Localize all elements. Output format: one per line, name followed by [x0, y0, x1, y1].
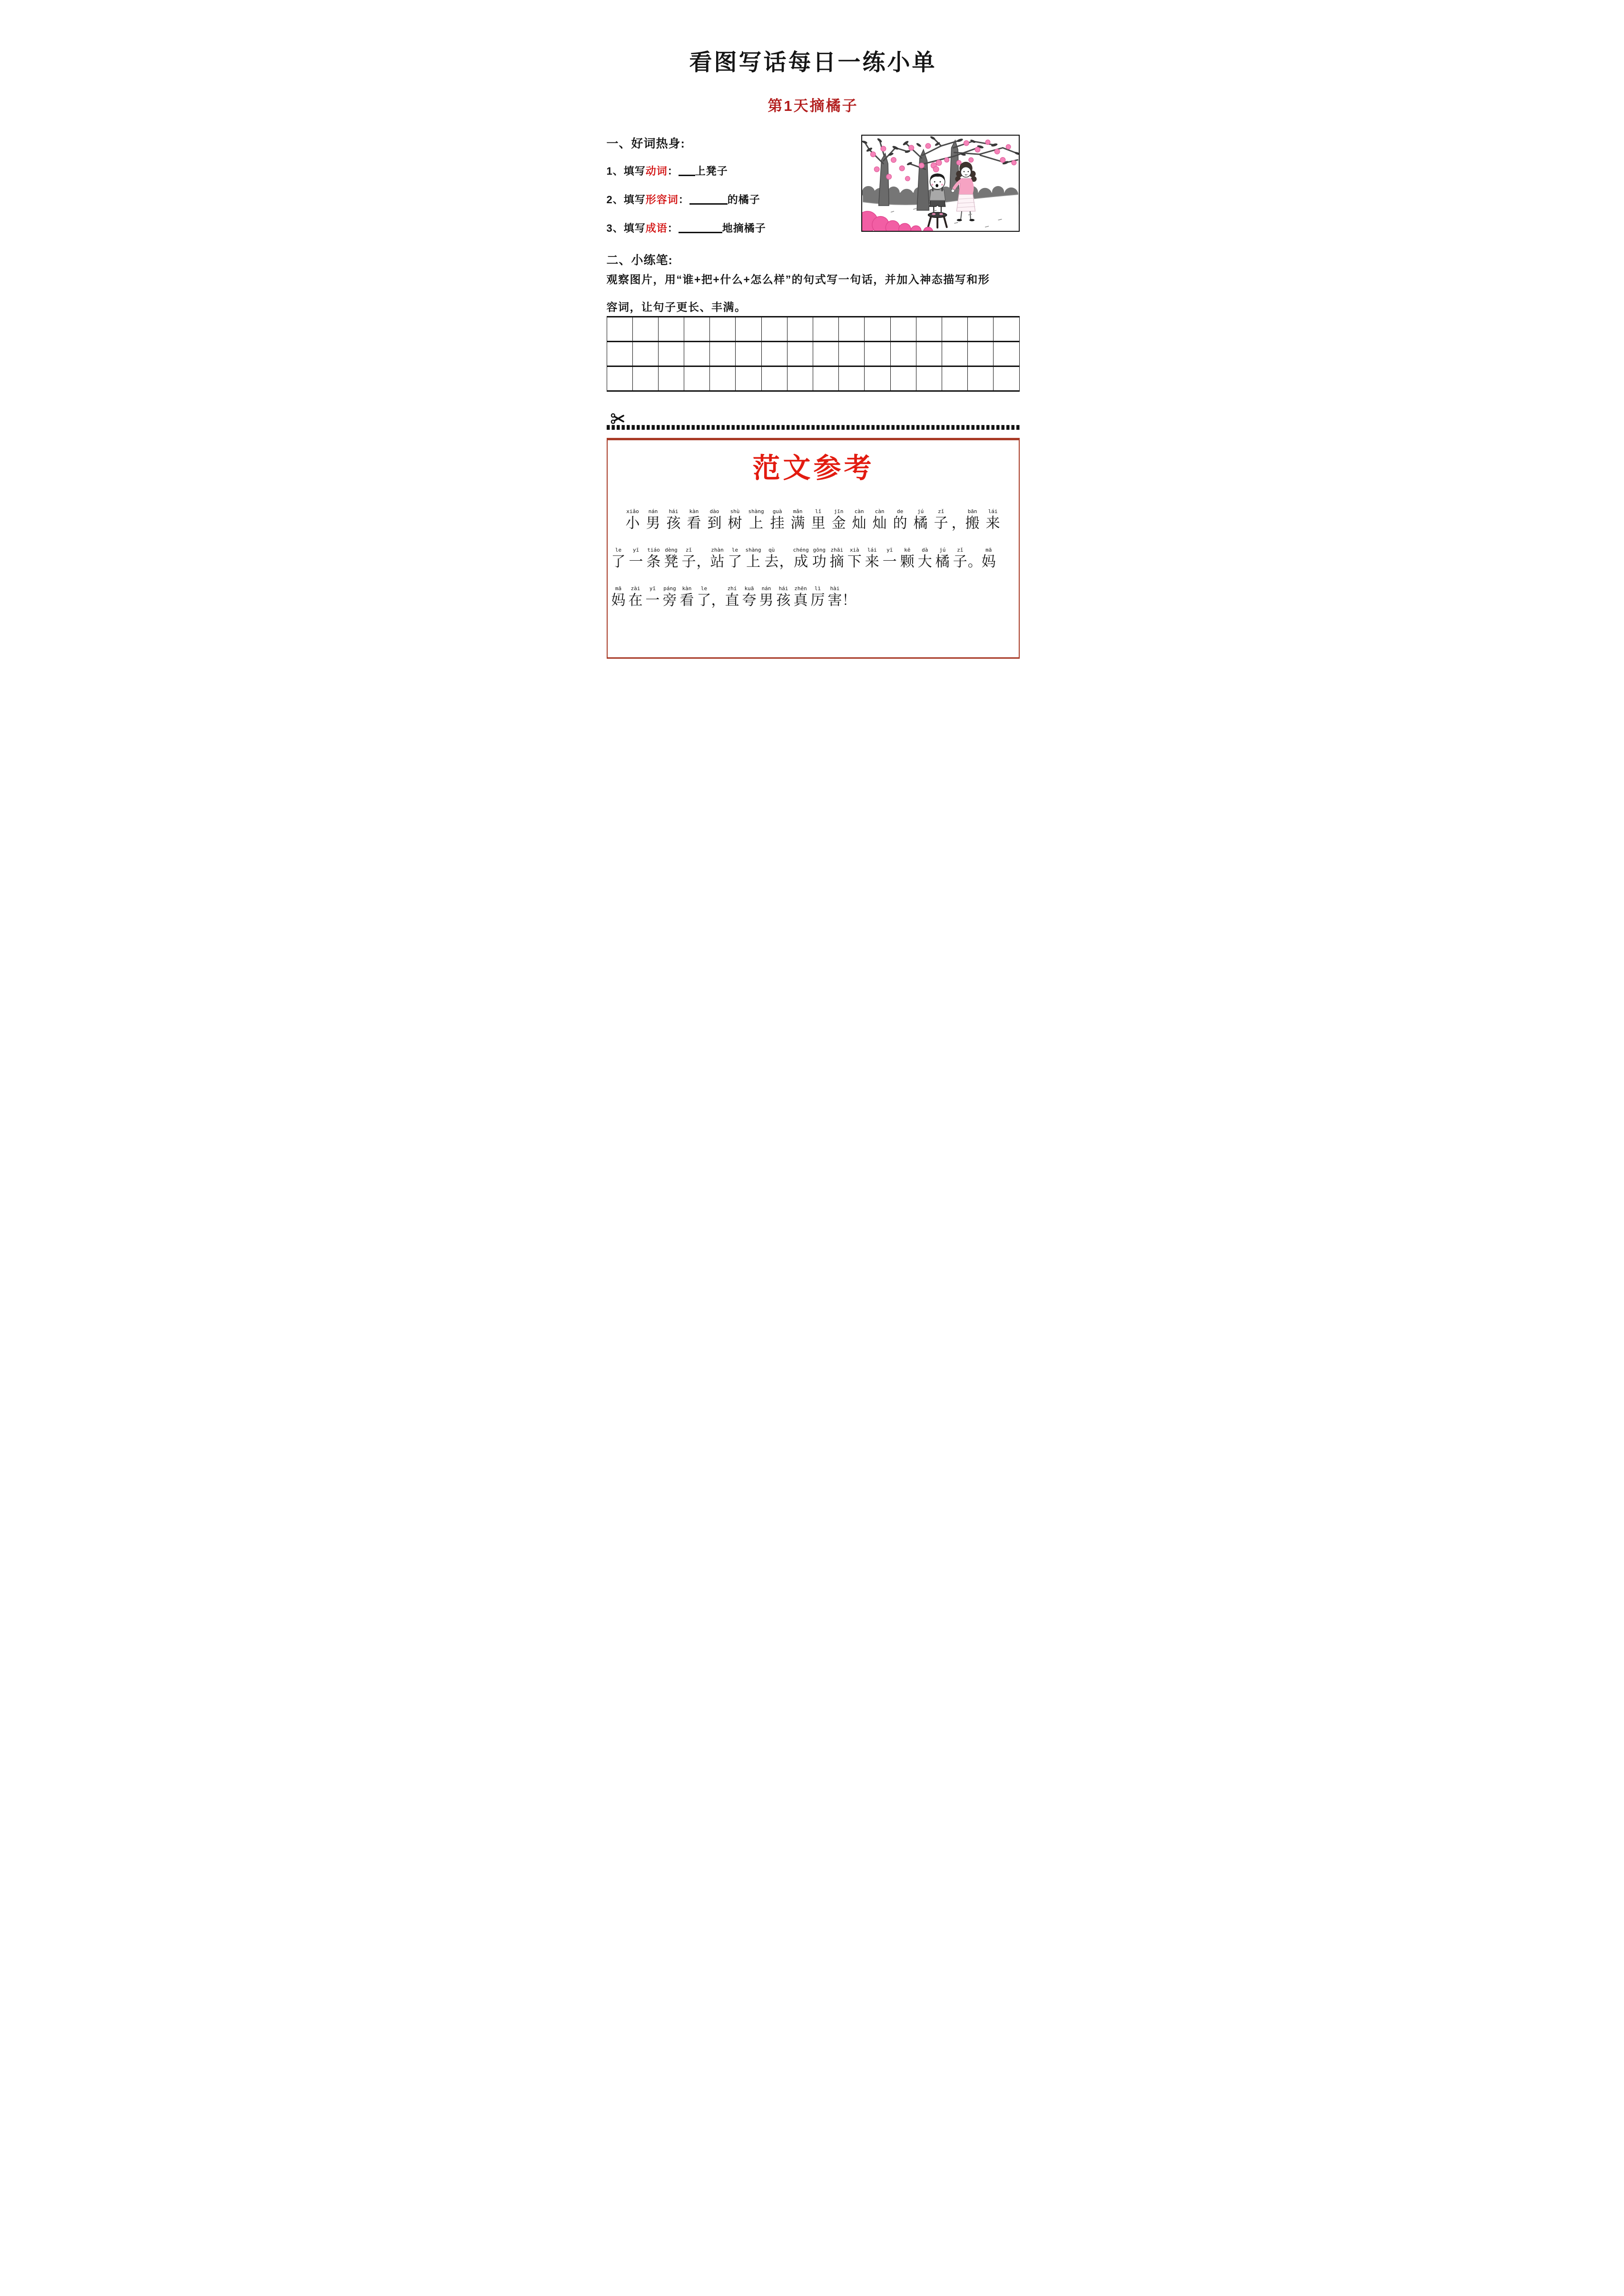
hanzi-character: 橘	[935, 554, 950, 570]
hanzi-character: 在	[628, 592, 643, 608]
pinyin-annotation: lì	[814, 585, 821, 592]
hanzi-character: 直	[725, 592, 739, 608]
hanzi-with-pinyin	[697, 585, 711, 610]
grid-cell	[942, 317, 968, 342]
item-suffix: 的橘子	[727, 194, 760, 206]
item-suffix: 地摘橘子	[722, 222, 766, 235]
grid-cell	[968, 367, 994, 392]
hanzi-character: 里	[811, 515, 826, 531]
pinyin-annotation: hái	[669, 508, 679, 515]
grid-cell	[736, 342, 761, 367]
pinyin-annotation: càn	[854, 508, 864, 515]
cut-row	[607, 410, 1020, 425]
hanzi-character: 男	[646, 515, 660, 531]
pinyin-annotation: guà	[772, 508, 782, 515]
hanzi-character: 橘	[913, 515, 928, 531]
hanzi-character: 到	[707, 515, 722, 531]
pinyin-annotation: dà	[922, 546, 928, 553]
hanzi-with-pinyin	[828, 585, 842, 610]
grid-cell	[839, 367, 865, 392]
warmup-item	[607, 193, 766, 207]
hanzi-character: 一	[882, 554, 897, 570]
hanzi-character: 。	[967, 554, 982, 570]
hanzi-character: ，	[951, 515, 966, 531]
pinyin-annotation: nán	[648, 508, 658, 515]
pinyin-annotation: hài	[830, 585, 840, 592]
pinyin-annotation: lái	[988, 508, 998, 515]
warmup-items	[607, 164, 766, 236]
punctuation	[711, 585, 726, 610]
hanzi-with-pinyin	[982, 547, 996, 571]
hanzi-with-pinyin	[777, 585, 791, 610]
hanzi-with-pinyin	[847, 547, 862, 571]
hanzi-with-pinyin	[611, 547, 626, 571]
grid-cell	[865, 342, 890, 367]
hanzi-character: 颗	[900, 554, 915, 570]
boy-figure	[928, 174, 946, 228]
hanzi-with-pinyin	[626, 508, 640, 533]
pinyin-annotation: zhāi	[830, 546, 843, 553]
hanzi-with-pinyin	[748, 508, 764, 533]
hanzi-character: 凳	[664, 554, 679, 570]
sample-title: 范文参考	[752, 453, 875, 484]
page-title: 看图写话每日一练小单	[689, 50, 937, 75]
fill-in-blank	[689, 195, 728, 205]
item-label: 填写	[623, 165, 646, 178]
warmup-left-column	[607, 137, 766, 250]
hanzi-with-pinyin	[765, 547, 779, 571]
hanzi-character: 摘	[829, 554, 844, 570]
item-keyword: 成语	[645, 222, 668, 235]
grid-cell	[736, 317, 761, 342]
hanzi-with-pinyin	[832, 508, 846, 533]
grid-cell	[607, 342, 633, 367]
grid-cell	[736, 367, 761, 392]
pinyin-annotation: páng	[663, 585, 676, 592]
grid-cell	[787, 317, 813, 342]
hanzi-character: 厉	[810, 592, 825, 608]
hanzi-character: 大	[917, 554, 932, 570]
pinyin-annotation: lǐ	[815, 508, 822, 515]
hanzi-character: 子	[934, 515, 948, 531]
grid-cell	[916, 342, 942, 367]
hanzi-with-pinyin	[811, 585, 825, 610]
punctuation	[842, 585, 856, 610]
hanzi-character: 灿	[872, 515, 887, 531]
pinyin-annotation: kē	[904, 546, 911, 553]
hanzi-with-pinyin	[629, 585, 643, 610]
hanzi-character: 孩	[666, 515, 681, 531]
grid-cell	[659, 367, 684, 392]
pinyin-annotation: xià	[849, 546, 859, 553]
hanzi-with-pinyin	[629, 547, 643, 571]
pinyin-annotation: mā	[985, 546, 992, 553]
hanzi-with-pinyin	[728, 508, 742, 533]
hanzi-with-pinyin	[914, 508, 928, 533]
hanzi-with-pinyin	[708, 508, 722, 533]
hanzi-with-pinyin	[646, 508, 660, 533]
item-keyword: 形容词	[645, 194, 679, 206]
item-colon: ：	[667, 222, 679, 235]
hanzi-with-pinyin	[759, 585, 774, 610]
hanzi-character: ，	[711, 592, 726, 608]
pinyin-annotation: qù	[768, 546, 775, 553]
item-label: 填写	[623, 194, 646, 206]
hanzi-with-pinyin	[770, 508, 785, 533]
punctuation	[967, 547, 982, 571]
hanzi-with-pinyin	[935, 547, 950, 571]
hanzi-with-pinyin	[812, 547, 827, 571]
hanzi-character: ，	[696, 554, 711, 570]
orange-picking-illustration	[862, 136, 1019, 231]
hanzi-character: 夸	[742, 592, 757, 608]
grid-cell	[865, 317, 890, 342]
pinyin-annotation: chéng	[793, 546, 809, 553]
hanzi-with-pinyin	[791, 508, 805, 533]
hanzi-character: 子	[681, 554, 696, 570]
grid-cell	[968, 317, 994, 342]
grid-cell	[607, 317, 633, 342]
hanzi-character: 灿	[852, 515, 866, 531]
pinyin-annotation: zhí	[727, 585, 737, 592]
pinyin-annotation: kàn	[689, 508, 699, 515]
grid-cell	[607, 367, 633, 392]
warmup-item	[607, 221, 766, 236]
grid-cell	[633, 367, 659, 392]
hanzi-character: 成	[794, 554, 808, 570]
hanzi-character: 小	[625, 515, 640, 531]
hanzi-character: 看	[687, 515, 701, 531]
pinyin-annotation: mā	[615, 585, 622, 592]
hanzi-character: 了	[728, 554, 742, 570]
item-colon: ：	[667, 165, 679, 178]
hanzi-character: 妈	[611, 592, 626, 608]
grid-cell	[813, 342, 839, 367]
hanzi-character: ！	[842, 592, 856, 608]
pinyin-annotation: le	[615, 546, 622, 553]
item-keyword: 动词	[645, 165, 668, 178]
grid-cell	[710, 317, 736, 342]
item-number: 1、	[606, 165, 624, 178]
pinyin-annotation: bān	[967, 508, 977, 515]
pinyin-annotation: yī	[886, 546, 893, 553]
section2-heading: 二、小练笔:	[606, 254, 673, 267]
hanzi-with-pinyin	[664, 547, 679, 571]
hanzi-with-pinyin	[663, 585, 677, 610]
hanzi-character: 旁	[662, 592, 677, 608]
hanzi-character: 一	[629, 554, 643, 570]
pinyin-annotation: zài	[630, 585, 640, 592]
grid-cell	[684, 317, 710, 342]
hanzi-with-pinyin	[883, 547, 897, 571]
hanzi-character: 真	[793, 592, 808, 608]
hanzi-with-pinyin	[918, 547, 932, 571]
hanzi-character: 挂	[770, 515, 785, 531]
pinyin-annotation: dèng	[665, 546, 678, 553]
hanzi-with-pinyin	[710, 547, 725, 571]
hanzi-character: 站	[710, 554, 725, 570]
hanzi-character: 上	[749, 515, 764, 531]
hanzi-with-pinyin	[900, 547, 915, 571]
grid-cell	[839, 342, 865, 367]
hanzi-character: 子	[953, 554, 967, 570]
hanzi-character: 孩	[776, 592, 791, 608]
hanzi-with-pinyin	[728, 547, 742, 571]
sample-essay-box	[607, 438, 1020, 659]
item-colon: ：	[678, 194, 689, 206]
hanzi-character: 一	[645, 592, 660, 608]
writing-grid	[607, 316, 1020, 392]
hanzi-character: 去	[764, 554, 779, 570]
punctuation	[779, 547, 794, 571]
grid-cell	[633, 342, 659, 367]
warmup-section	[607, 137, 1020, 250]
instruction-line: 观察图片，用“谁+把+什么+怎么样”的句式写一句话，并加入神态描写和形	[606, 273, 990, 286]
worksheet-page	[569, 0, 1056, 689]
grid-cell	[891, 342, 916, 367]
pinyin-annotation: jīn	[834, 508, 844, 515]
grid-cell	[942, 342, 968, 367]
scissors-icon	[610, 412, 625, 425]
grid-cell	[762, 367, 787, 392]
grid-cell	[787, 367, 813, 392]
pinyin-annotation: gōng	[813, 546, 826, 553]
hanzi-with-pinyin	[986, 508, 1000, 533]
hanzi-character: 树	[728, 515, 742, 531]
pinyin-annotation: jú	[917, 508, 924, 515]
hanzi-character: 满	[790, 515, 805, 531]
hanzi-character: 的	[893, 515, 907, 531]
item-number: 2、	[606, 194, 624, 206]
grid-cell	[684, 367, 710, 392]
hanzi-character: 了	[611, 554, 626, 570]
hanzi-with-pinyin	[646, 585, 660, 610]
hanzi-with-pinyin	[953, 547, 967, 571]
punctuation	[696, 547, 711, 571]
grid-cell	[710, 367, 736, 392]
item-suffix: 上凳子	[695, 165, 728, 178]
hanzi-character: 害	[827, 592, 842, 608]
illustration-frame	[861, 135, 1020, 232]
pinyin-annotation: hái	[778, 585, 788, 592]
pinyin-annotation: yī	[649, 585, 656, 592]
grid-cell	[762, 317, 787, 342]
sample-essay-text	[611, 508, 1016, 610]
hanzi-with-pinyin	[852, 508, 866, 533]
page-subtitle: 第1天摘橘子	[768, 98, 858, 115]
punctuation	[951, 508, 966, 533]
hanzi-character: 功	[812, 554, 827, 570]
grid-cell	[916, 367, 942, 392]
pinyin-annotation: nán	[761, 585, 771, 592]
grid-cell	[968, 342, 994, 367]
item-number: 3、	[606, 222, 624, 235]
pinyin-annotation: zǐ	[938, 508, 945, 515]
grid-cell	[865, 367, 890, 392]
grid-cell	[916, 317, 942, 342]
hanzi-character: 来	[865, 554, 879, 570]
hanzi-character: 妈	[981, 554, 996, 570]
hanzi-with-pinyin	[794, 585, 808, 610]
pinyin-annotation: kuā	[744, 585, 754, 592]
pinyin-annotation: shàng	[748, 508, 764, 515]
grid-cell	[813, 367, 839, 392]
practice-instruction	[607, 272, 1020, 314]
warmup-item	[607, 164, 766, 178]
pinyin-annotation: kàn	[682, 585, 692, 592]
item-label: 填写	[623, 222, 646, 235]
hanzi-with-pinyin	[611, 585, 626, 610]
grid-cell	[891, 317, 916, 342]
hanzi-character: 金	[831, 515, 846, 531]
grid-cell	[891, 367, 916, 392]
grid-cell	[762, 342, 787, 367]
pinyin-annotation: shù	[730, 508, 740, 515]
hanzi-with-pinyin	[687, 508, 701, 533]
grid-cell	[787, 342, 813, 367]
grid-cell	[813, 317, 839, 342]
pinyin-annotation: tiáo	[647, 546, 660, 553]
sample-text-line	[611, 508, 1016, 533]
hanzi-with-pinyin	[793, 547, 809, 571]
grid-cell	[942, 367, 968, 392]
hanzi-with-pinyin	[811, 508, 826, 533]
instruction-line: 容词，让句子更长、丰满。	[606, 301, 747, 314]
hanzi-with-pinyin	[965, 508, 980, 533]
hanzi-with-pinyin	[725, 585, 739, 610]
pinyin-annotation: shàng	[745, 546, 761, 553]
hanzi-with-pinyin	[873, 508, 887, 533]
pinyin-annotation: dào	[709, 508, 719, 515]
pinyin-annotation: de	[897, 508, 904, 515]
pinyin-annotation: zǐ	[957, 546, 964, 553]
hanzi-with-pinyin	[667, 508, 681, 533]
hanzi-with-pinyin	[865, 547, 879, 571]
section1-heading: 一、好词热身:	[606, 137, 685, 151]
hanzi-with-pinyin	[893, 508, 907, 533]
grid-cell	[633, 317, 659, 342]
fill-in-blank	[679, 224, 722, 233]
sample-text-line	[611, 547, 1016, 571]
hanzi-character: 来	[985, 515, 1000, 531]
grid-cell	[994, 342, 1019, 367]
pinyin-annotation: càn	[875, 508, 885, 515]
hanzi-with-pinyin	[682, 547, 696, 571]
grid-cell	[659, 317, 684, 342]
pinyin-annotation: lái	[867, 546, 877, 553]
hanzi-with-pinyin	[830, 547, 844, 571]
hanzi-character: ，	[779, 554, 794, 570]
pinyin-annotation: le	[731, 546, 738, 553]
hanzi-with-pinyin	[934, 508, 948, 533]
grid-cell	[710, 342, 736, 367]
hanzi-character: 男	[759, 592, 774, 608]
pinyin-annotation: zhēn	[794, 585, 807, 592]
grid-cell	[839, 317, 865, 342]
hanzi-with-pinyin	[746, 547, 761, 571]
hanzi-with-pinyin	[647, 547, 661, 571]
cut-dashed-line	[607, 425, 1020, 430]
hanzi-with-pinyin	[742, 585, 757, 610]
hanzi-character: 条	[646, 554, 661, 570]
grid-cell	[994, 367, 1019, 392]
pinyin-annotation: zǐ	[685, 546, 692, 553]
hanzi-character: 搬	[965, 515, 980, 531]
hanzi-character: 看	[679, 592, 694, 608]
hanzi-character: 下	[847, 554, 862, 570]
grid-cell	[659, 342, 684, 367]
hanzi-with-pinyin	[680, 585, 694, 610]
pinyin-annotation: xiǎo	[626, 508, 639, 515]
grid-cell	[994, 317, 1019, 342]
fill-in-blank	[679, 167, 695, 176]
grid-cell	[684, 342, 710, 367]
pinyin-annotation: le	[700, 585, 708, 592]
pinyin-annotation: zhàn	[711, 546, 724, 553]
pinyin-annotation: jú	[939, 546, 946, 553]
pinyin-annotation: yī	[632, 546, 640, 553]
sample-text-line	[611, 585, 1016, 610]
hanzi-character: 了	[697, 592, 711, 608]
pinyin-annotation: mǎn	[793, 508, 803, 515]
hanzi-character: 上	[746, 554, 761, 570]
